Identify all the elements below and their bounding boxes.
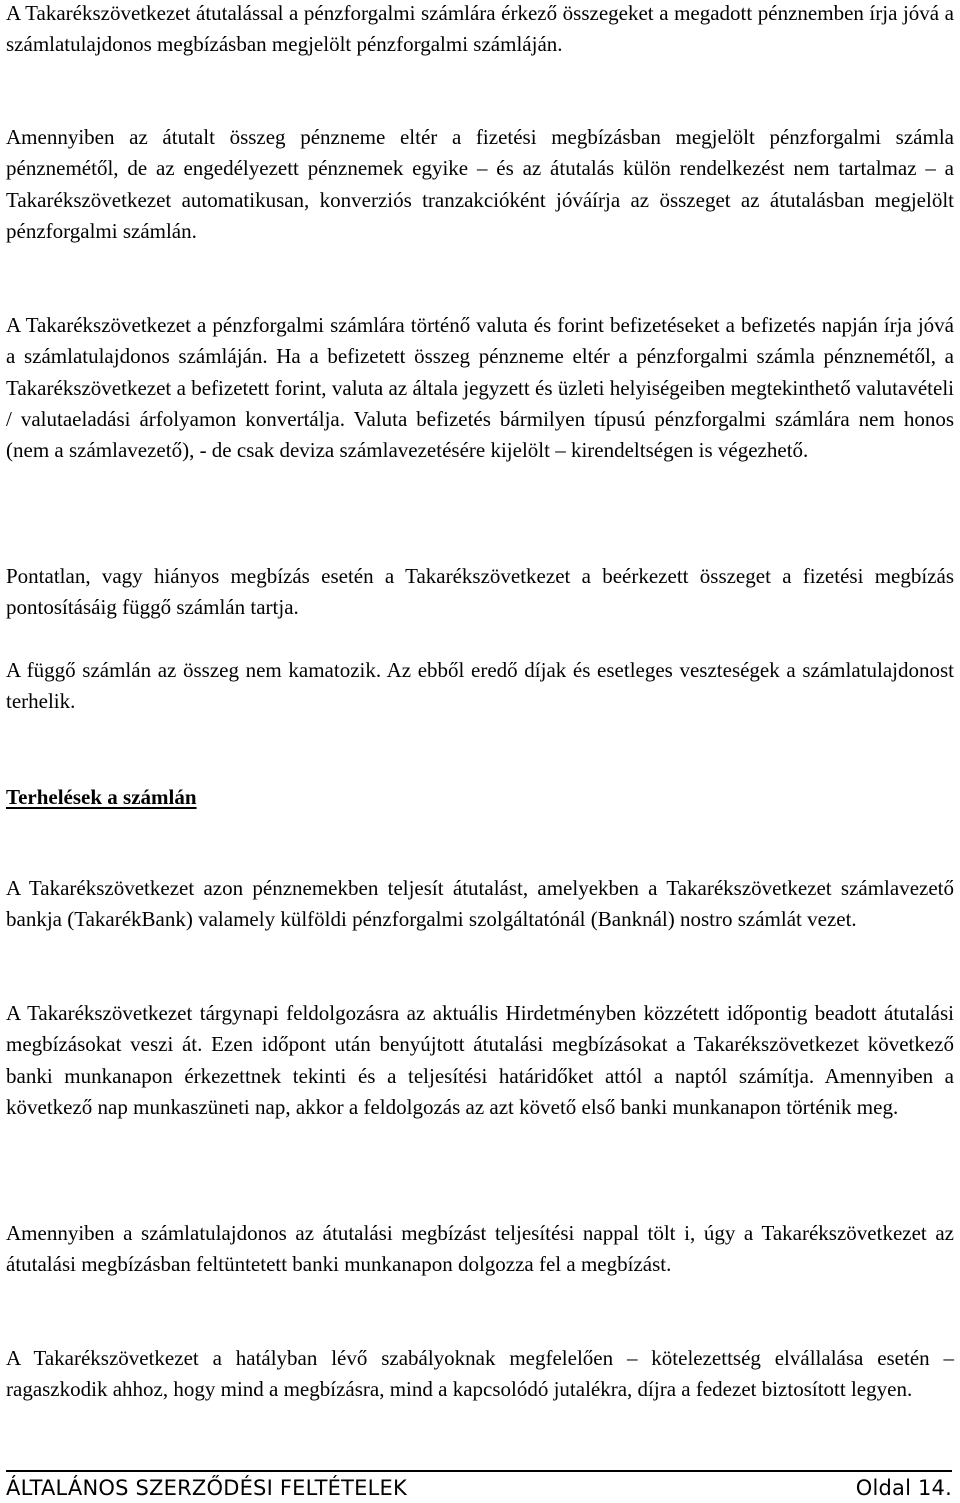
paragraph: Pontatlan, vagy hiányos megbízás esetén a Takarékszövetkezet a beérkezett összeget a fizetési megbízás pontosításáig függő számlán tartja. [6,564,954,620]
section-heading: Terhelések a számlán [6,785,197,809]
paragraph: A függő számlán az összeg nem kamatozik. Az ebből eredő díjak és esetleges veszteségek a számlatulajdonost terhelik. [6,658,954,714]
paragraph: Amennyiben a számlatulajdonos az átutalási megbízást teljesítési nappal tölt i, úgy a Takarékszövetkezet az átutalási megbízásban feltüntetett banki munkanapon dolgozza fel a megbízást. [6,1221,954,1277]
footer-title: ÁLTALÁNOS SZERZŐDÉSI FELTÉTELEK [6,1476,407,1500]
paragraph: A Takarékszövetkezet a pénzforgalmi számlára történő valuta és forint befizetéseket a befizetés napján írja jóvá a számlatulajdonos számláján. Ha a befizetett összeg pénzneme eltér a pénzforgalmi számla pénznemétől, a Takarékszövetkezet a befizetett forint, valuta az általa jegyzett és üzleti helyiségeiben megtekinthető valutavételi / valutaeladási árfolyamon konvertálja. Valuta befizetés bármilyen típusú pénzforgalmi számlára nem honos (nem a számlavezető), - de csak deviza számlavezetésére kijelölt – kirendeltségen is végezhető. [6,313,954,463]
footer-divider [6,1470,952,1472]
page-footer [6,1470,952,1503]
page-number: Oldal 14. [855,1476,952,1500]
paragraph: A Takarékszövetkezet tárgynapi feldolgozásra az aktuális Hirdetményben közzétett időpontig beadott átutalási megbízásokat veszi át. Ezen időpont után benyújtott átutalási megbízásokat a Takarékszövetkezet következő banki munkanapon érkezettnek tekinti és a teljesítési határidőket attól a naptól számítja. Amennyiben a következő nap munkaszüneti nap, akkor a feldolgozás az azt követő első banki munkanapon történik meg. [6,1001,954,1119]
paragraph: Amennyiben az átutalt összeg pénzneme eltér a fizetési megbízásban megjelölt pénzforgalmi számla pénznemétől, de az engedélyezett pénznemek egyike – és az átutalás külön rendelkezést nem tartalmaz – a Takarékszövetkezet automatikusan, konverziós tranzakcióként jóváírja az összeget az átutalásban megjelölt pénzforgalmi számlán. [6,125,954,243]
paragraph: A Takarékszövetkezet átutalással a pénzforgalmi számlára érkező összegeket a megadott pénznemben írja jóvá a számlatulajdonos megbízásban megjelölt pénzforgalmi számláján. [6,1,954,57]
paragraph: A Takarékszövetkezet a hatályban lévő szabályoknak megfelelően – kötelezettség elvállalása esetén – ragaszkodik ahhoz, hogy mind a megbízásra, mind a kapcsolódó jutalékra, díjra a fedezet biztosított legyen. [6,1346,954,1402]
paragraph: A Takarékszövetkezet azon pénznemekben teljesít átutalást, amelyekben a Takarékszövetkezet számlavezető bankja (TakarékBank) valamely külföldi pénzforgalmi szolgáltatónál (Banknál) nostro számlát vezet. [6,876,954,932]
